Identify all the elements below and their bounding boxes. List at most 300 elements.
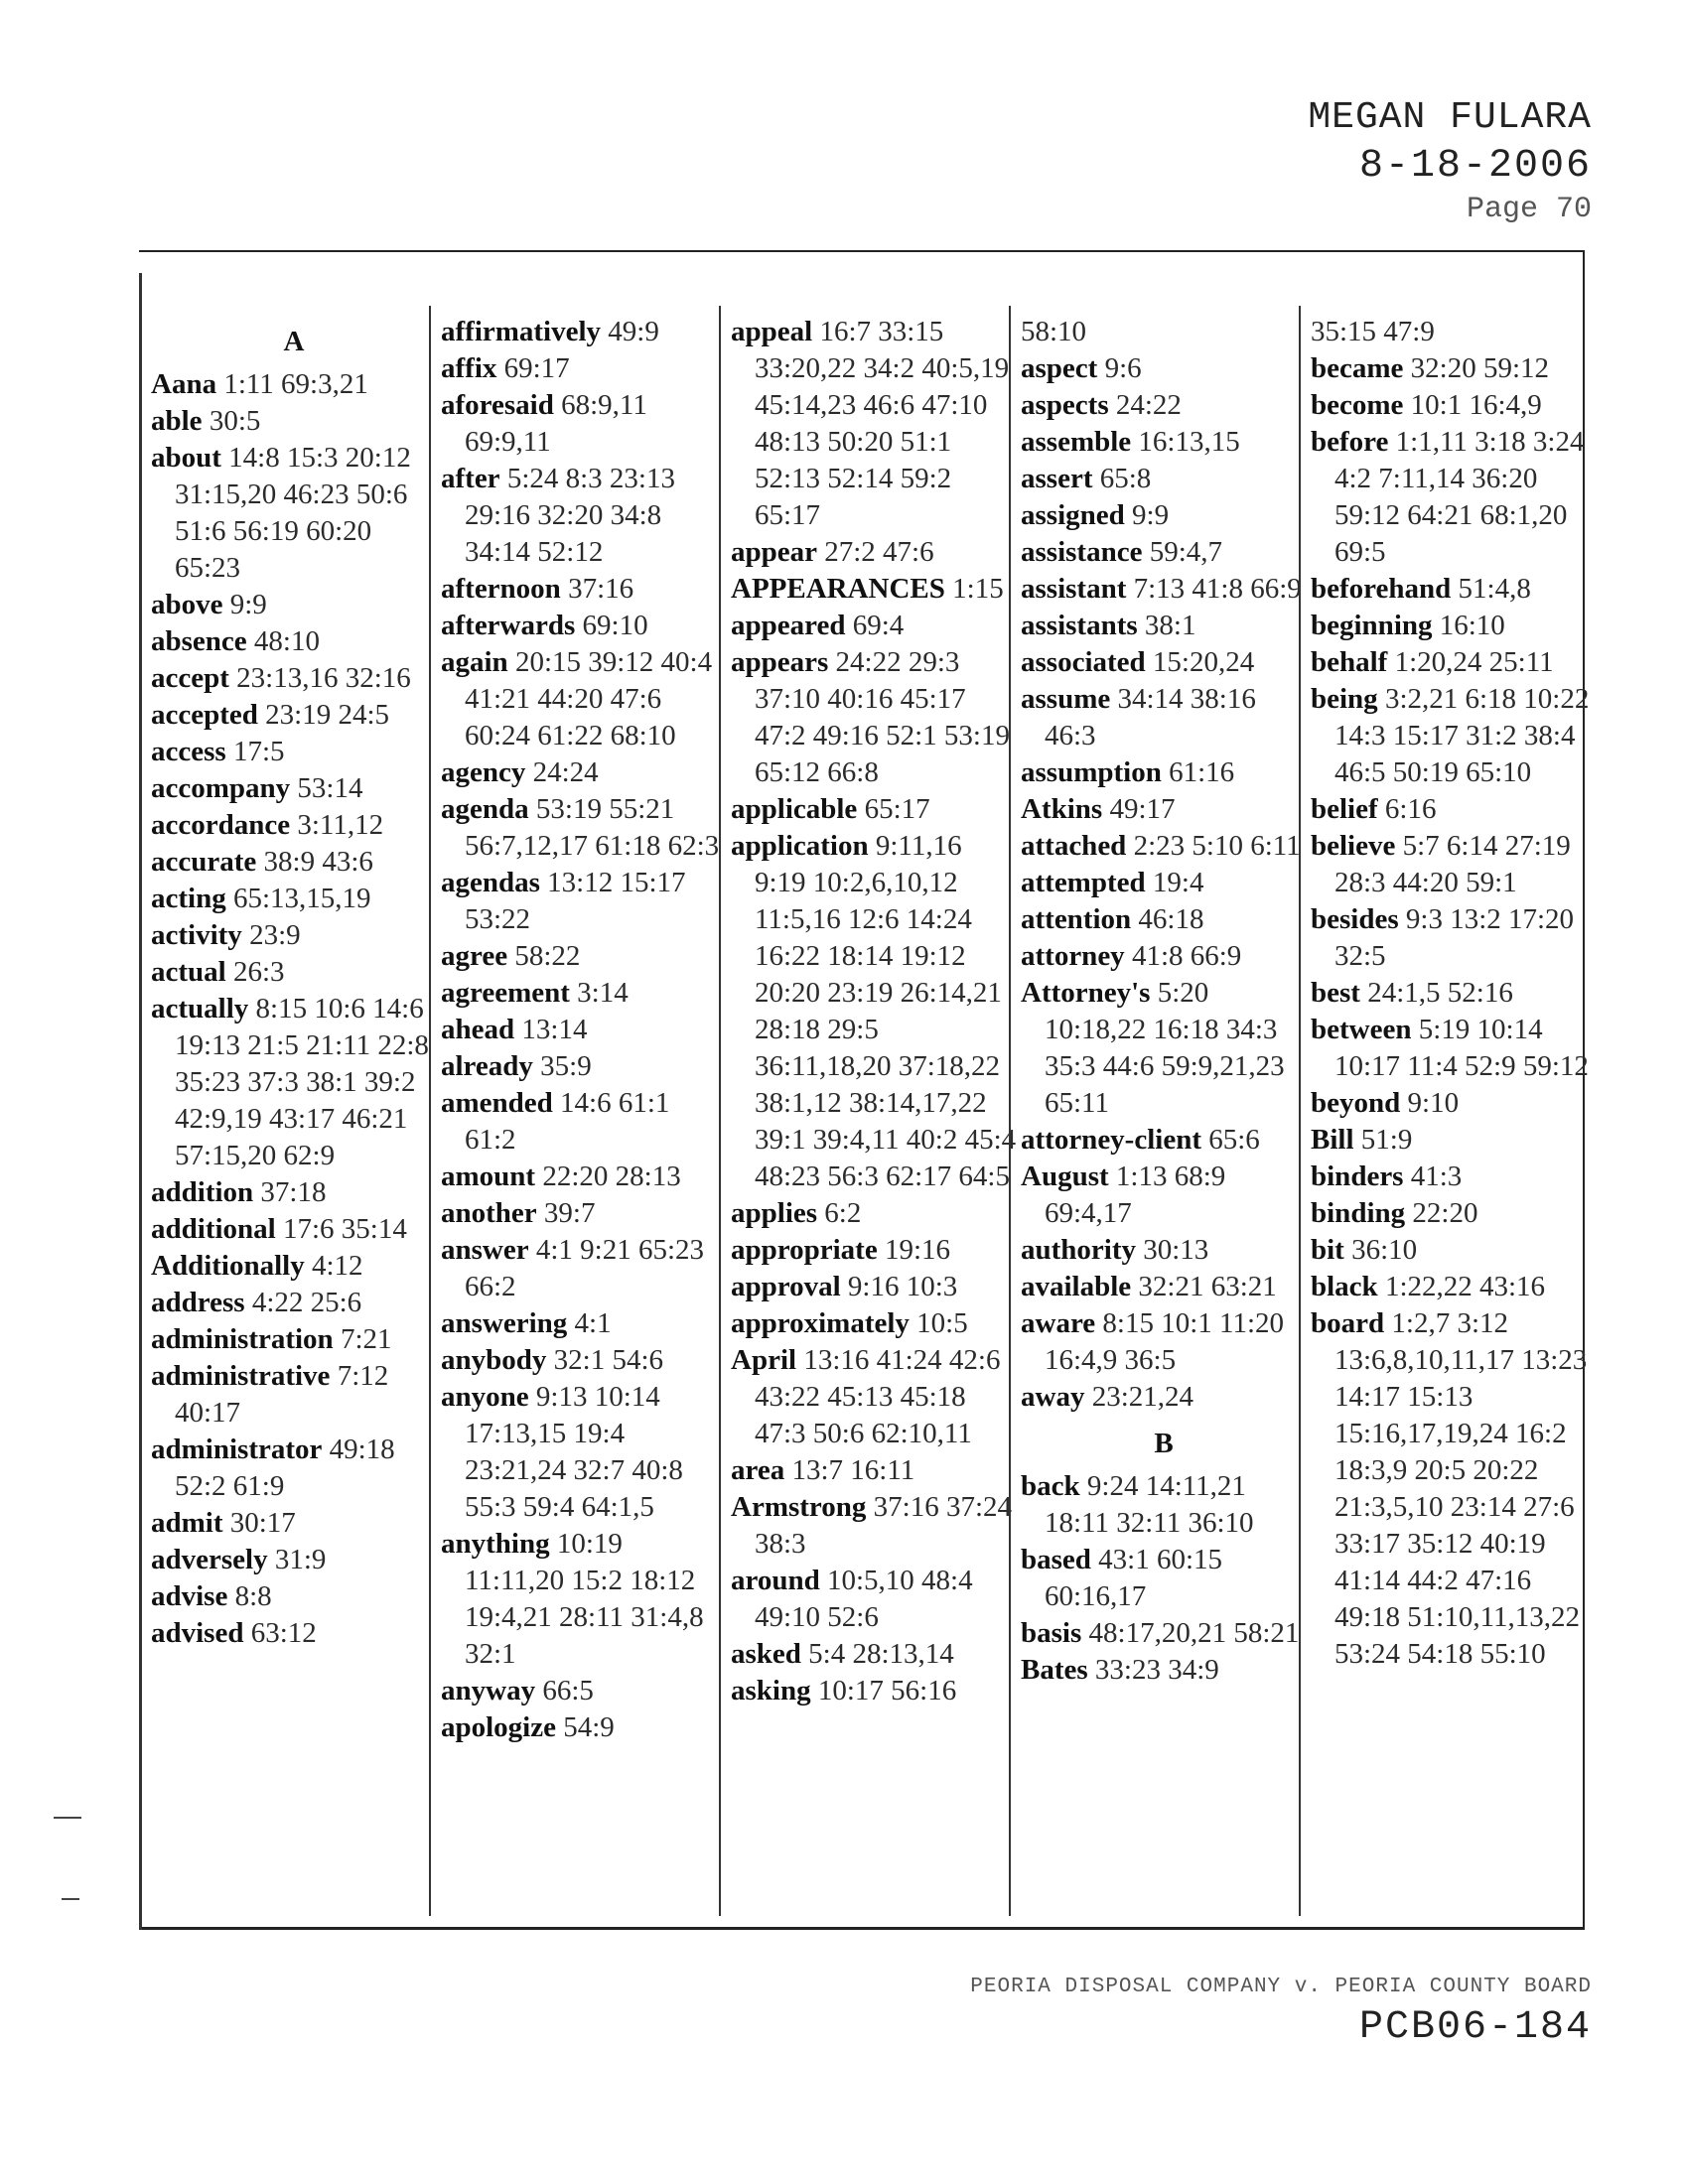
page-line-refs: 4:22 25:6 bbox=[251, 1287, 362, 1318]
index-entry bbox=[1311, 1085, 1597, 1122]
index-entry bbox=[151, 1542, 437, 1578]
index-word: aspect bbox=[1021, 352, 1098, 384]
page-line-refs: 37:16 37:24 38:3 bbox=[755, 1491, 1013, 1560]
page-line-refs: 9:9 bbox=[1132, 499, 1170, 531]
page-line-refs: 69:4 bbox=[852, 610, 905, 641]
index-entry bbox=[731, 571, 1017, 608]
index-word: above bbox=[151, 589, 223, 620]
index-entry bbox=[731, 828, 1017, 1195]
page-line-refs: 53:14 bbox=[297, 772, 363, 804]
page-line-refs: 19:4 bbox=[1152, 867, 1204, 898]
index-entry bbox=[1021, 387, 1307, 424]
index-section-letter: B bbox=[1154, 1428, 1174, 1459]
page-line-refs: 65:8 bbox=[1099, 463, 1152, 494]
index-word: appeal bbox=[731, 316, 813, 347]
page-line-refs: 2:23 5:10 6:11 bbox=[1133, 830, 1301, 862]
index-word: belief bbox=[1311, 793, 1378, 825]
index-word: agree bbox=[441, 940, 508, 972]
index-word: anyone bbox=[441, 1381, 529, 1413]
index-entry bbox=[441, 754, 727, 791]
index-word: access bbox=[151, 736, 226, 767]
index-entry bbox=[441, 350, 727, 387]
index-word: additional bbox=[151, 1213, 276, 1245]
index-word: attempted bbox=[1021, 867, 1146, 898]
index-entry bbox=[441, 387, 727, 461]
index-entry bbox=[151, 1358, 437, 1432]
index-entry bbox=[1021, 1615, 1307, 1652]
index-entry bbox=[151, 844, 437, 881]
page-line-refs: 13:14 bbox=[521, 1014, 588, 1045]
page-line-refs: 5:24 8:3 23:13 29:16 32:20 34:8 34:14 52:12 bbox=[465, 463, 675, 568]
index-word: about bbox=[151, 442, 221, 474]
index-word: applies bbox=[731, 1197, 818, 1229]
page-line-refs: 8:15 10:1 11:20 16:4,9 36:5 bbox=[1045, 1307, 1285, 1376]
index-word: answer bbox=[441, 1234, 529, 1266]
page-line-refs: 1:2,7 3:12 13:6,8,10,11,17 13:23 14:17 15:13 15:16,17,19,24 16:2 18:3,9 20:5 20:22 21:3,5,10 23:14 27:6 33:17 35:12 40:19 41:14 44:2 47:16 49:18 51:10,11,13,22 53:24 54:18 55:10 bbox=[1334, 1307, 1588, 1670]
page-line-refs: 59:4,7 bbox=[1149, 536, 1223, 568]
page-line-refs: 30:5 bbox=[209, 405, 261, 437]
index-word: August bbox=[1021, 1160, 1109, 1192]
index-entry bbox=[441, 1709, 727, 1746]
page-line-refs: 14:8 15:3 20:12 31:15,20 46:23 50:6 51:6 56:19 60:20 65:23 bbox=[175, 442, 411, 584]
index-entry bbox=[151, 1248, 437, 1285]
page-line-refs: 46:18 bbox=[1138, 903, 1204, 935]
index-word: after bbox=[441, 463, 500, 494]
index-word: adversely bbox=[151, 1544, 268, 1575]
index-entry bbox=[1021, 828, 1307, 865]
index-entry bbox=[151, 917, 437, 954]
index-word: behalf bbox=[1311, 646, 1388, 678]
page-line-refs: 8:8 bbox=[234, 1580, 272, 1612]
index-word: attorney bbox=[1021, 940, 1125, 972]
page-line-refs: 16:10 bbox=[1439, 610, 1505, 641]
index-entry bbox=[1021, 791, 1307, 828]
page-line-refs: 9:9 bbox=[229, 589, 267, 620]
index-entry bbox=[731, 1342, 1017, 1452]
index-entry bbox=[1311, 350, 1597, 387]
index-entry bbox=[441, 1159, 727, 1195]
index-entry bbox=[441, 1048, 727, 1085]
index-word: able bbox=[151, 405, 203, 437]
index-word: Bates bbox=[1021, 1654, 1088, 1686]
index-entry bbox=[151, 440, 437, 587]
index-entry bbox=[1311, 791, 1597, 828]
index-entry bbox=[151, 1174, 437, 1211]
page-line-refs: 51:9 bbox=[1360, 1124, 1413, 1156]
index-entry bbox=[731, 1195, 1017, 1232]
page-line-refs: 58:10 bbox=[1021, 316, 1087, 347]
index-entry bbox=[1021, 644, 1307, 681]
index-word: anybody bbox=[441, 1344, 547, 1376]
index-entry bbox=[1021, 1159, 1307, 1232]
page-line-refs: 17:5 bbox=[232, 736, 285, 767]
index-word: afternoon bbox=[441, 573, 561, 605]
page-line-refs: 1:11 69:3,21 bbox=[223, 368, 368, 400]
page-line-refs: 24:22 bbox=[1115, 389, 1182, 421]
index-entry bbox=[1311, 608, 1597, 644]
page-line-refs: 24:1,5 52:16 bbox=[1367, 977, 1513, 1009]
index-entry bbox=[731, 1305, 1017, 1342]
index-entry bbox=[1311, 424, 1597, 571]
page-line-refs: 41:3 bbox=[1410, 1160, 1463, 1192]
case-caption: PEORIA DISPOSAL COMPANY v. PEORIA COUNTY BOARD bbox=[970, 1976, 1592, 1998]
index-word: addition bbox=[151, 1176, 254, 1208]
page-line-refs: 9:3 13:2 17:20 32:5 bbox=[1334, 903, 1575, 972]
index-entry bbox=[151, 1321, 437, 1358]
index-word: bit bbox=[1311, 1234, 1344, 1266]
page-line-refs: 23:19 24:5 bbox=[265, 699, 390, 731]
index-entry bbox=[151, 1285, 437, 1321]
index-word: back bbox=[1021, 1470, 1080, 1502]
column-divider bbox=[1299, 306, 1301, 1916]
index-entry bbox=[151, 403, 437, 440]
index-entry bbox=[731, 534, 1017, 571]
index-word: assume bbox=[1021, 683, 1111, 715]
index-entry bbox=[1311, 1122, 1597, 1159]
page-line-refs: 61:16 bbox=[1169, 756, 1235, 788]
index-word: accompany bbox=[151, 772, 291, 804]
page-line-refs: 9:10 bbox=[1407, 1087, 1460, 1119]
page-line-refs: 1:13 68:9 69:4,17 bbox=[1045, 1160, 1226, 1229]
index-entry bbox=[151, 734, 437, 770]
page-line-refs: 1:15 bbox=[952, 573, 1004, 605]
page-line-refs: 39:7 bbox=[543, 1197, 596, 1229]
page-line-refs: 3:14 bbox=[577, 977, 629, 1009]
index-word: appear bbox=[731, 536, 817, 568]
index-entry bbox=[1021, 1269, 1307, 1305]
index-entry bbox=[731, 1452, 1017, 1489]
page-line-refs: 23:13,16 32:16 bbox=[236, 662, 411, 694]
index-word: agency bbox=[441, 756, 526, 788]
index-word: agreement bbox=[441, 977, 570, 1009]
index-entry bbox=[441, 571, 727, 608]
index-entry bbox=[1021, 608, 1307, 644]
index-word: area bbox=[731, 1454, 785, 1486]
index-word: aware bbox=[1021, 1307, 1096, 1339]
index-word: between bbox=[1311, 1014, 1412, 1045]
index-word: anything bbox=[441, 1528, 550, 1560]
page-line-refs: 24:24 bbox=[532, 756, 599, 788]
page-line-refs: 10:17 56:16 bbox=[817, 1675, 957, 1706]
index-entry bbox=[1311, 644, 1597, 681]
page-line-refs: 9:16 10:3 bbox=[847, 1271, 958, 1302]
index-entry bbox=[441, 975, 727, 1012]
page-line-refs: 1:1,11 3:18 3:24 4:2 7:11,14 36:20 59:12 64:21 68:1,20 69:5 bbox=[1334, 426, 1585, 568]
index-word: attention bbox=[1021, 903, 1132, 935]
index-word: binding bbox=[1311, 1197, 1406, 1229]
index-word: attached bbox=[1021, 830, 1127, 862]
page-line-refs: 26:3 bbox=[232, 956, 285, 988]
page-line-refs: 35:9 bbox=[540, 1050, 592, 1082]
index-word: approximately bbox=[731, 1307, 910, 1339]
index-word: black bbox=[1311, 1271, 1378, 1302]
index-word: board bbox=[1311, 1307, 1385, 1339]
page-line-refs: 49:17 bbox=[1109, 793, 1176, 825]
index-word: another bbox=[441, 1197, 537, 1229]
index-word: advise bbox=[151, 1580, 228, 1612]
index-entry bbox=[151, 770, 437, 807]
index-word: Aana bbox=[151, 368, 217, 400]
index-column-5 bbox=[1311, 314, 1597, 1673]
index-word: admit bbox=[151, 1507, 223, 1539]
index-word: around bbox=[731, 1565, 820, 1596]
index-word: aspects bbox=[1021, 389, 1109, 421]
index-entry bbox=[1021, 901, 1307, 938]
index-entry bbox=[1021, 938, 1307, 975]
index-entry bbox=[441, 865, 727, 938]
index-entry bbox=[731, 1636, 1017, 1673]
index-word: appropriate bbox=[731, 1234, 878, 1266]
index-entry bbox=[151, 991, 437, 1174]
page-line-refs: 5:19 10:14 10:17 11:4 52:9 59:12 bbox=[1334, 1014, 1589, 1082]
index-word: beyond bbox=[1311, 1087, 1401, 1119]
index-word: approval bbox=[731, 1271, 841, 1302]
page-line-refs: 10:5 bbox=[916, 1307, 968, 1339]
page-line-refs: 23:9 bbox=[249, 919, 301, 951]
index-entry bbox=[151, 660, 437, 697]
index-word: afterwards bbox=[441, 610, 576, 641]
index-entry bbox=[441, 1342, 727, 1379]
index-entry bbox=[151, 1578, 437, 1615]
index-word: APPEARANCES bbox=[731, 573, 945, 605]
page-line-refs: 13:16 41:24 42:6 43:22 45:13 45:18 47:3 50:6 62:10,11 bbox=[755, 1344, 1001, 1449]
page-line-refs: 13:7 16:11 bbox=[791, 1454, 915, 1486]
index-entry bbox=[441, 1673, 727, 1709]
index-entry bbox=[731, 1563, 1017, 1636]
index-column-4 bbox=[1021, 314, 1307, 1689]
index-entry bbox=[1021, 1542, 1307, 1615]
index-word: accept bbox=[151, 662, 229, 694]
index-entry bbox=[1311, 314, 1597, 350]
page-line-refs: 43:1 60:15 60:16,17 bbox=[1045, 1544, 1223, 1612]
index-entry bbox=[1021, 497, 1307, 534]
index-word: became bbox=[1311, 352, 1404, 384]
page-number: Page 70 bbox=[1466, 193, 1592, 226]
column-divider bbox=[429, 306, 431, 1916]
index-word: before bbox=[1311, 426, 1389, 458]
page-line-refs: 23:21,24 bbox=[1091, 1381, 1194, 1413]
index-word: accurate bbox=[151, 846, 257, 878]
index-entry bbox=[1021, 1305, 1307, 1379]
index-word: apologize bbox=[441, 1711, 556, 1743]
page-line-refs: 8:15 10:6 14:6 19:13 21:5 21:11 22:8 35:23 37:3 38:1 39:2 42:9,19 43:17 46:21 57:15,20 62:9 bbox=[175, 993, 429, 1171]
index-word: assistant bbox=[1021, 573, 1127, 605]
index-word: assistance bbox=[1021, 536, 1143, 568]
index-word: being bbox=[1311, 683, 1378, 715]
page-line-refs: 41:8 66:9 bbox=[1131, 940, 1242, 972]
page-line-refs: 51:4,8 bbox=[1458, 573, 1531, 605]
index-entry bbox=[1021, 975, 1307, 1122]
index-word: attorney-client bbox=[1021, 1124, 1201, 1156]
index-word: accordance bbox=[151, 809, 291, 841]
page-line-refs: 32:1 54:6 bbox=[553, 1344, 664, 1376]
index-entry bbox=[1021, 1379, 1307, 1416]
index-entry bbox=[1021, 1232, 1307, 1269]
page-line-refs: 63:12 bbox=[250, 1617, 317, 1649]
page-line-refs: 9:24 14:11,21 18:11 32:11 36:10 bbox=[1045, 1470, 1254, 1539]
index-word: address bbox=[151, 1287, 245, 1318]
page-line-refs: 35:15 47:9 bbox=[1311, 316, 1435, 347]
page-line-refs: 65:17 bbox=[864, 793, 930, 825]
index-word: based bbox=[1021, 1544, 1091, 1575]
page-line-refs: 5:4 28:13,14 bbox=[808, 1638, 954, 1670]
page-line-refs: 31:9 bbox=[274, 1544, 327, 1575]
page-line-refs: 30:17 bbox=[229, 1507, 296, 1539]
index-frame-left-rule bbox=[139, 273, 142, 1930]
index-entry bbox=[441, 1195, 727, 1232]
index-entry bbox=[1021, 571, 1307, 608]
index-word: Armstrong bbox=[731, 1491, 867, 1523]
page-line-refs: 38:9 43:6 bbox=[263, 846, 373, 878]
index-entry bbox=[731, 1269, 1017, 1305]
page-line-refs: 17:6 35:14 bbox=[282, 1213, 407, 1245]
index-entry bbox=[151, 1211, 437, 1248]
index-entry bbox=[1021, 1468, 1307, 1542]
index-word: applicable bbox=[731, 793, 858, 825]
index-word: activity bbox=[151, 919, 242, 951]
margin-mark bbox=[54, 1817, 81, 1819]
page-line-refs: 7:21 bbox=[340, 1323, 392, 1355]
page-line-refs: 3:11,12 bbox=[297, 809, 384, 841]
page-line-refs: 1:22,22 43:16 bbox=[1384, 1271, 1546, 1302]
column-divider bbox=[1009, 306, 1011, 1916]
index-entry bbox=[151, 881, 437, 917]
page-line-refs: 34:14 38:16 46:3 bbox=[1045, 683, 1256, 751]
column-divider bbox=[719, 306, 721, 1916]
index-word: April bbox=[731, 1344, 797, 1376]
index-entry bbox=[151, 587, 437, 623]
page-line-refs: 30:13 bbox=[1143, 1234, 1209, 1266]
page-line-refs: 37:18 bbox=[260, 1176, 327, 1208]
index-entry bbox=[151, 623, 437, 660]
index-word: actual bbox=[151, 956, 226, 988]
page-line-refs: 58:22 bbox=[514, 940, 581, 972]
index-word: Atkins bbox=[1021, 793, 1103, 825]
index-word: administrator bbox=[151, 1433, 323, 1465]
page-line-refs: 10:5,10 48:4 49:10 52:6 bbox=[755, 1565, 973, 1633]
page-line-refs: 22:20 bbox=[1412, 1197, 1478, 1229]
index-word: assemble bbox=[1021, 426, 1132, 458]
page-line-refs: 10:19 11:11,20 15:2 18:12 19:4,21 28:11 31:4,8 32:1 bbox=[465, 1528, 704, 1670]
index-word: binders bbox=[1311, 1160, 1404, 1192]
index-section-letter: A bbox=[283, 326, 305, 357]
index-entry bbox=[1311, 901, 1597, 975]
page-line-refs: 1:20,24 25:11 bbox=[1394, 646, 1554, 678]
index-word: best bbox=[1311, 977, 1360, 1009]
index-entry bbox=[731, 1232, 1017, 1269]
index-entry bbox=[1021, 1122, 1307, 1159]
index-word: actually bbox=[151, 993, 249, 1024]
page-line-refs: 38:1 bbox=[1144, 610, 1196, 641]
index-entry bbox=[1311, 828, 1597, 901]
page-line-refs: 24:22 29:3 37:10 40:16 45:17 47:2 49:16 52:1 53:19 65:12 66:8 bbox=[755, 646, 1010, 788]
page-line-refs: 4:1 bbox=[574, 1307, 612, 1339]
index-entry bbox=[1021, 534, 1307, 571]
index-word: asking bbox=[731, 1675, 811, 1706]
index-word: besides bbox=[1311, 903, 1399, 935]
index-entry bbox=[441, 314, 727, 350]
index-word: assumption bbox=[1021, 756, 1162, 788]
index-word: appears bbox=[731, 646, 829, 678]
index-entry bbox=[151, 697, 437, 734]
index-word: again bbox=[441, 646, 508, 678]
index-word: already bbox=[441, 1050, 533, 1082]
index-word: affirmatively bbox=[441, 316, 602, 347]
index-word: appeared bbox=[731, 610, 846, 641]
index-entry bbox=[441, 1232, 727, 1305]
page-line-refs: 48:17,20,21 58:21 bbox=[1088, 1617, 1300, 1649]
index-entry bbox=[441, 461, 727, 571]
index-word: believe bbox=[1311, 830, 1396, 862]
index-word: administrative bbox=[151, 1360, 331, 1392]
index-word: Attorney's bbox=[1021, 977, 1151, 1009]
index-entry bbox=[1311, 681, 1597, 791]
page-line-refs: 4:1 9:21 65:23 66:2 bbox=[465, 1234, 705, 1302]
page-line-refs: 10:1 16:4,9 bbox=[1410, 389, 1542, 421]
page-line-refs: 33:23 34:9 bbox=[1094, 1654, 1219, 1686]
index-entry bbox=[441, 1305, 727, 1342]
index-entry bbox=[1021, 754, 1307, 791]
page-line-refs: 69:17 bbox=[503, 352, 570, 384]
index-word: available bbox=[1021, 1271, 1132, 1302]
page-line-refs: 13:12 15:17 53:22 bbox=[465, 867, 686, 935]
deposition-date: 8-18-2006 bbox=[1358, 144, 1592, 189]
page-line-refs: 49:9 bbox=[608, 316, 659, 347]
page-line-refs: 65:13,15,19 bbox=[232, 883, 371, 914]
index-word: authority bbox=[1021, 1234, 1136, 1266]
index-entry bbox=[441, 791, 727, 865]
page-line-refs: 5:20 10:18,22 16:18 34:3 35:3 44:6 59:9,21,23 65:11 bbox=[1045, 977, 1285, 1119]
index-word: acting bbox=[151, 883, 226, 914]
index-entry bbox=[441, 644, 727, 754]
index-entry bbox=[1021, 681, 1307, 754]
witness-name: MEGAN FULARA bbox=[1308, 96, 1592, 139]
index-word: Bill bbox=[1311, 1124, 1354, 1156]
page-line-refs: 54:9 bbox=[563, 1711, 615, 1743]
page-line-refs: 14:6 61:1 61:2 bbox=[465, 1087, 670, 1156]
index-word: advised bbox=[151, 1617, 244, 1649]
index-entry bbox=[441, 1379, 727, 1526]
page-line-refs: 36:10 bbox=[1351, 1234, 1418, 1266]
index-entry bbox=[1311, 1159, 1597, 1195]
index-entry bbox=[731, 608, 1017, 644]
index-column-1 bbox=[151, 314, 437, 1652]
index-word: beginning bbox=[1311, 610, 1433, 641]
index-entry bbox=[151, 807, 437, 844]
page-line-refs: 9:6 bbox=[1104, 352, 1142, 384]
index-entry bbox=[1311, 571, 1597, 608]
index-word: administration bbox=[151, 1323, 334, 1355]
index-word: amount bbox=[441, 1160, 536, 1192]
index-word: aforesaid bbox=[441, 389, 554, 421]
index-entry bbox=[441, 1085, 727, 1159]
page-line-refs: 5:7 6:14 27:19 28:3 44:20 59:1 bbox=[1334, 830, 1571, 898]
page-line-refs: 6:16 bbox=[1384, 793, 1437, 825]
page-line-refs: 27:2 47:6 bbox=[824, 536, 934, 568]
page-line-refs: 16:13,15 bbox=[1138, 426, 1240, 458]
page-line-refs: 66:5 bbox=[542, 1675, 594, 1706]
index-word: assistants bbox=[1021, 610, 1138, 641]
margin-mark bbox=[62, 1898, 79, 1900]
index-entry bbox=[731, 1673, 1017, 1709]
page-line-refs: 15:20,24 bbox=[1152, 646, 1255, 678]
index-entry bbox=[151, 366, 437, 403]
index-word: agendas bbox=[441, 867, 540, 898]
index-word: asked bbox=[731, 1638, 801, 1670]
index-entry bbox=[731, 1489, 1017, 1563]
case-number: PCB06-184 bbox=[1358, 2005, 1592, 2050]
index-entry bbox=[1311, 1305, 1597, 1673]
